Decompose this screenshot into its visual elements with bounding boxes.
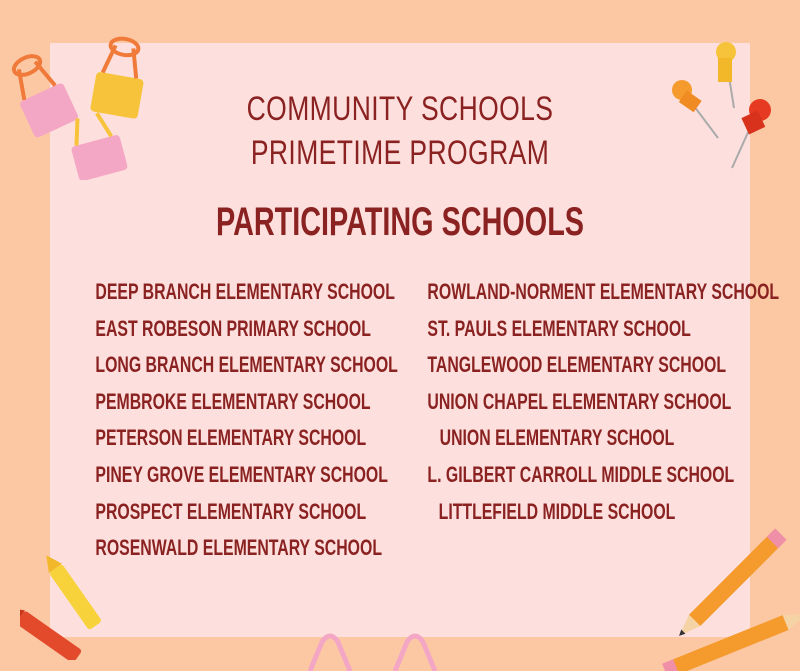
school-list-left [45,274,405,567]
section-heading: PARTICIPATING SCHOOLS [215,200,585,244]
school-item: ROSENWALD ELEMENTARY SCHOOL [95,535,383,561]
school-item: TANGLEWOOD ELEMENTARY SCHOOL [427,352,727,378]
push-pin-icon [660,38,790,178]
school-item: PINEY GROVE ELEMENTARY SCHOOL [95,461,388,487]
school-item: ROWLAND-NORMENT ELEMENTARY SCHOOL [427,279,780,304]
school-item: ST. PAULS ELEMENTARY SCHOOL [427,315,691,341]
school-item: PETERSON ELEMENTARY SCHOOL [95,425,367,451]
binder-clip-icon [5,30,175,180]
school-item: PROSPECT ELEMENTARY SCHOOL [95,498,367,524]
school-item: UNION CHAPEL ELEMENTARY SCHOOL [427,388,732,414]
crayon-icon [20,550,120,660]
school-item: DEEP BRANCH ELEMENTARY SCHOOL [95,279,395,304]
program-title-line2: PRIMETIME PROGRAM [250,134,550,172]
paper-clip-icon [300,630,480,671]
school-item: UNION ELEMENTARY SCHOOL [439,425,675,451]
school-list-right [377,274,780,530]
pencil-icon [640,515,800,671]
school-item: LITTLEFIELD MIDDLE SCHOOL [438,498,676,524]
school-item: PEMBROKE ELEMENTARY SCHOOL [95,388,371,414]
school-item: EAST ROBESON PRIMARY SCHOOL [95,315,371,341]
program-title-line1: COMMUNITY SCHOOLS [246,90,554,128]
school-item: LONG BRANCH ELEMENTARY SCHOOL [95,352,398,378]
school-item: L. GILBERT CARROLL MIDDLE SCHOOL [427,461,735,487]
